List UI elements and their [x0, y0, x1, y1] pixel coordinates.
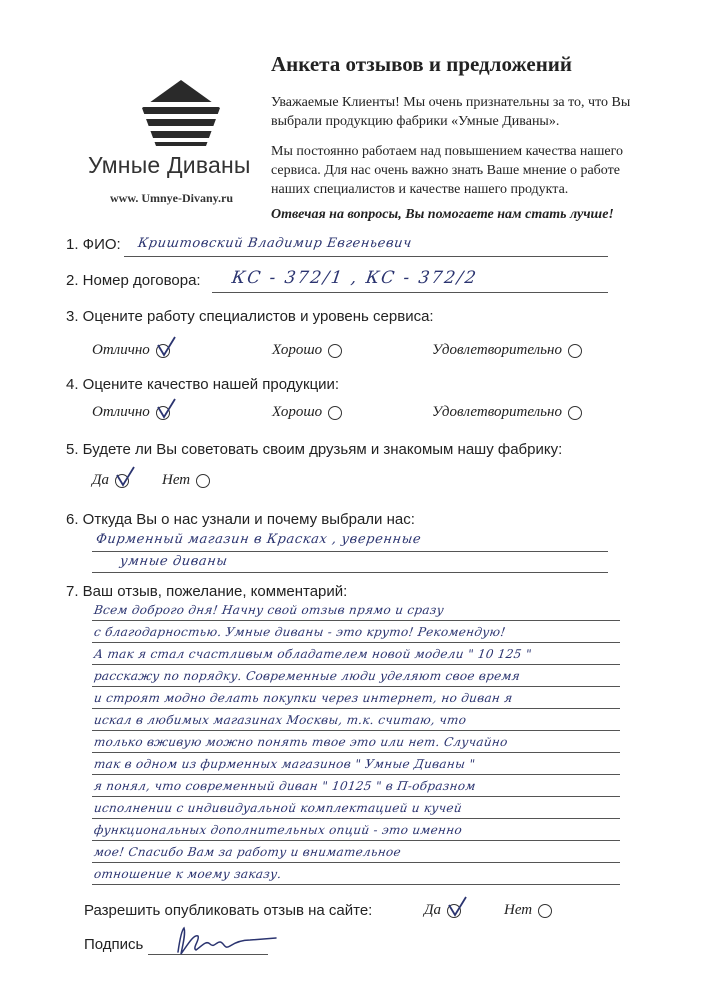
radio-circle[interactable]: [156, 406, 170, 420]
q7-underline: [92, 752, 620, 753]
q4-label: 4. Оцените качество нашей продукции:: [66, 376, 340, 393]
signature-label: Подпись: [84, 936, 144, 953]
logo-block: [88, 78, 268, 206]
q5-option-no[interactable]: [162, 472, 210, 489]
q6-label: 6. Откуда Вы о нас узнали и почему выбрали нас:: [66, 511, 415, 528]
intro-paragraph-2: [271, 142, 651, 199]
q7-comment-line[interactable]: и строят модно делать покупки через интернет, но диван я: [93, 691, 514, 705]
q7-comment-line[interactable]: я понял, что современный диван " 10125 " в П-образном: [93, 779, 477, 793]
option-label: Удовлетворительно: [432, 342, 562, 358]
q7-comment-line[interactable]: расскажу по порядку. Современные люди уделяют свое время: [93, 669, 522, 683]
q7-underline: [92, 664, 620, 665]
intro-paragraph-1: [271, 93, 651, 131]
q7-underline: [92, 862, 620, 863]
q6-answer-line[interactable]: умные диваны: [118, 554, 229, 569]
q3-label: 3. Оцените работу специалистов и уровень сервиса:: [66, 308, 434, 325]
q5-label: 5. Будете ли Вы советовать своим друзьям и знакомым нашу фабрику:: [66, 441, 563, 458]
q7-comment-line[interactable]: искал в любимых магазинах Москвы, т.к. считаю, что: [93, 713, 468, 727]
q1-label: 1. ФИО:: [66, 236, 121, 253]
q3-option-satisfactory[interactable]: [432, 342, 582, 359]
q7-comment-line[interactable]: только вживую можно понять твое это или нет. Случайно: [93, 735, 509, 749]
brand-name: Умные Диваны: [88, 152, 251, 178]
q4-option-excellent[interactable]: [92, 404, 170, 421]
radio-circle[interactable]: [568, 344, 582, 358]
q7-underline: [92, 818, 620, 819]
radio-circle[interactable]: [568, 406, 582, 420]
q4-option-good[interactable]: [272, 404, 342, 421]
radio-circle[interactable]: [115, 474, 129, 488]
q7-comment-line[interactable]: исполнении с индивидуальной комплектацией и кучей: [93, 801, 463, 815]
q7-underline: [92, 774, 620, 775]
option-label: Да: [424, 902, 442, 918]
option-label: Да: [92, 472, 110, 488]
q3-option-excellent[interactable]: [92, 342, 170, 359]
signature-scribble-icon[interactable]: [172, 922, 282, 962]
option-label: Нет: [504, 902, 533, 918]
q7-underline: [92, 730, 620, 731]
q2-label: 2. Номер договора:: [66, 272, 201, 289]
q4-option-satisfactory[interactable]: [432, 404, 582, 421]
intro-line: наших специалистов и качестве нашего продукта.: [271, 182, 569, 197]
motto: Отвечая на вопросы, Вы помогаете нам стать лучше!: [271, 207, 614, 222]
intro-line: сервиса. Для нас очень важно знать Ваше мнение о работе: [271, 163, 620, 178]
radio-circle[interactable]: [156, 344, 170, 358]
q2-underline: [212, 292, 608, 293]
brand-logo-icon: [140, 78, 222, 148]
q7-comment-line[interactable]: функциональных дополнительных опций - это именно: [93, 823, 464, 837]
q6-underline-2: [92, 572, 608, 573]
q1-answer[interactable]: Криштовский Владимир Евгеньевич: [136, 236, 413, 251]
radio-circle[interactable]: [328, 344, 342, 358]
intro-line: Уважаемые Клиенты! Мы очень признательны за то, что Вы: [271, 95, 631, 110]
q7-underline: [92, 840, 620, 841]
checkmark-icon: [155, 398, 177, 420]
q1-underline: [124, 256, 608, 257]
checkmark-icon: [446, 896, 468, 918]
publish-label: Разрешить опубликовать отзыв на сайте:: [84, 902, 373, 919]
q5-option-yes[interactable]: [92, 472, 129, 489]
q7-underline: [92, 620, 620, 621]
publish-option-yes[interactable]: [424, 902, 461, 919]
page-title: Анкета отзывов и предложений: [271, 52, 573, 76]
intro-line: Мы постоянно работаем над повышением качества нашего: [271, 144, 624, 159]
q7-underline: [92, 642, 620, 643]
q7-comment-line[interactable]: с благодарностью. Умные диваны - это круто! Рекомендую!: [93, 625, 507, 639]
q7-underline: [92, 708, 620, 709]
q7-underline: [92, 796, 620, 797]
option-label: Отлично: [92, 404, 150, 420]
q7-underline: [92, 884, 620, 885]
intro-line: выбрали продукцию фабрики «Умные Диваны».: [271, 114, 560, 129]
q7-comment-line[interactable]: так в одном из фирменных магазинов " Умные Диваны ": [93, 757, 477, 771]
option-label: Отлично: [92, 342, 150, 358]
q7-underline: [92, 686, 620, 687]
q7-comment-line[interactable]: отношение к моему заказу.: [93, 867, 283, 881]
radio-circle[interactable]: [196, 474, 210, 488]
q6-answer-line[interactable]: Фирменный магазин в Красках , уверенные: [94, 532, 423, 547]
checkmark-icon: [114, 466, 136, 488]
radio-circle[interactable]: [328, 406, 342, 420]
publish-option-no[interactable]: [504, 902, 552, 919]
radio-circle[interactable]: [447, 904, 461, 918]
radio-circle[interactable]: [538, 904, 552, 918]
q6-underline-1: [92, 551, 608, 552]
option-label: Удовлетворительно: [432, 404, 562, 420]
q7-comment-line[interactable]: мое! Спасибо Вам за работу и внимательное: [93, 845, 403, 859]
q2-answer[interactable]: КС - 372/1 , КС - 372/2: [230, 268, 480, 288]
q7-comment-line[interactable]: Всем доброго дня! Начну свой отзыв прямо и сразу: [93, 603, 445, 617]
checkmark-icon: [155, 336, 177, 358]
q7-comment-line[interactable]: А так я стал счастливым обладателем новой модели " 10 125 ": [93, 647, 533, 661]
option-label: Хорошо: [272, 404, 323, 420]
option-label: Хорошо: [272, 342, 323, 358]
q3-option-good[interactable]: [272, 342, 342, 359]
website-link[interactable]: www. Umnye-Divany.ru: [110, 191, 234, 205]
option-label: Нет: [162, 472, 191, 488]
q7-label: 7. Ваш отзыв, пожелание, комментарий:: [66, 583, 348, 600]
